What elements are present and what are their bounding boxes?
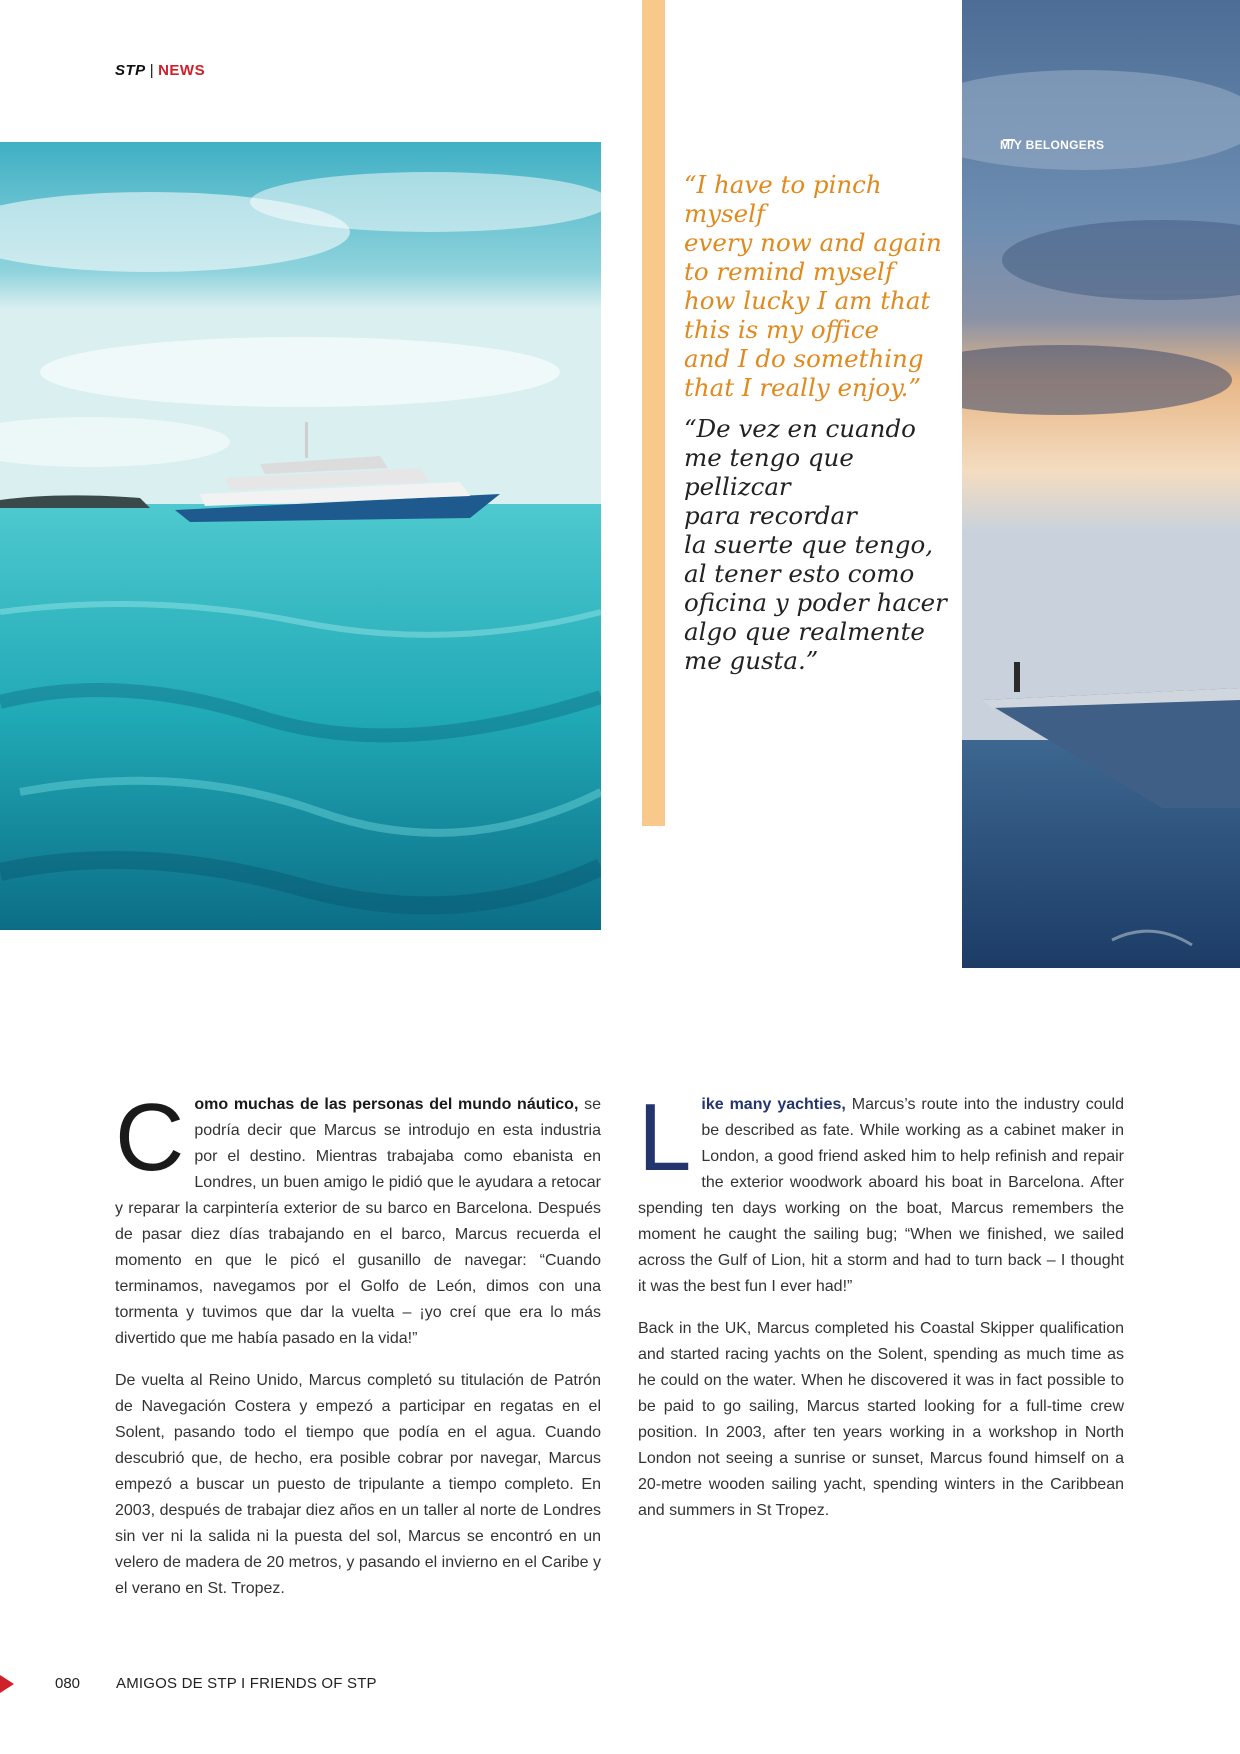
yacht-sea-illustration [0, 142, 601, 930]
section-label: NEWS [158, 62, 206, 79]
pull-quote-english: “I have to pinch myself every now and again to remind myself how lucky I am that this is my office and I do something that I really enjoy.” [684, 170, 942, 402]
page-number: 080 [55, 1675, 81, 1692]
footer-arrow-icon [0, 1675, 14, 1693]
paragraph-text: se podría decir que Marcus se introdujo en esta industria por el destino. Mientras trabajaba como ebanista en Londres, un buen amigo le pidió que le ayudara a retocar y reparar la carpintería exterior de su barco en Barcelona. Después de pasar diez días trabajando en el barco, Marcus recuerda el momento en que le picó el gusanillo de navegar: “Cuando terminamos, navegamos por el Golfo de León, dimos con una tormenta y tuvimos que dar la vuelta – ¡yo creí que era lo más divertido que me había pasado en la vida!” [115, 1096, 602, 1347]
dropcap-letter: L [638, 1084, 692, 1191]
page-header [115, 62, 205, 79]
page-footer [0, 1673, 1240, 1697]
lead-text: omo muchas de las personas del mundo náutico, [194, 1096, 579, 1113]
article-paragraph: Back in the UK, Marcus completed his Coastal Skipper qualification and started racing yachts on the Solent, spending as much time as he could on the water. When he discovered it was in fact possible to be paid to go sailing, Marcus started looking for a full-time crew position. In 2003, after ten years working in a workshop in North London not seeing a sunrise or sunset, Marcus found himself on a 20-metre wooden sailing yacht, spending winters in the Caribbean and summers in St Tropez. [638, 1320, 1124, 1519]
paragraph-text: Marcus’s route into the industry could be described as fate. While working as a cabinet maker in London, a good friend asked him to help refinish and repair the exterior woodwork aboard his boat in Barcelona. After spending ten days working on the boat, Marcus remembers the moment he caught the sailing bug; “When we finished, we sailed across the Gulf of Lion, hit a storm and had to turn back – I thought it was the best fun I ever had!” [638, 1096, 1124, 1295]
article-paragraph [115, 1084, 602, 1352]
lead-text: ike many yachties, [701, 1096, 846, 1113]
article-paragraph: De vuelta al Reino Unido, Marcus completó su titulación de Patrón de Navegación Costera y empezó a participar en regatas en el Solent, pasando todo el tiempo que podía en el agua. Cuando descubrió que, de hecho, era posible cobrar por navegar, Marcus empezó a buscar un puesto de tripulante a tiempo completo. En 2003, después de trabajar diez años en un taller al norte de Londres sin ver ni la salida ni la puesta del sol, Marcus se encontró en un velero de madera de 20 metros, y pasando el invierno en el Caribe y el verano en St. Tropez. [115, 1372, 601, 1597]
header-separator: | [149, 62, 155, 79]
article-column-spanish [115, 1084, 602, 1618]
quote-accent-bar [642, 0, 665, 826]
article-paragraph [638, 1084, 1124, 1300]
photo-caption: M/Y BELONGERS [1000, 138, 1105, 152]
dropcap-letter: C [115, 1084, 185, 1191]
magazine-title: AMIGOS DE STP I FRIENDS OF STP [116, 1675, 377, 1692]
pull-quote-spanish: “De vez en cuando me tengo que pellizcar para recordar la suerte que tengo, al tener esto como oficina y poder hacer algo que realmente me gusta.” [684, 414, 947, 675]
stp-logo: STP [115, 62, 146, 79]
yacht-photo-left [0, 142, 601, 930]
article-column-english [638, 1084, 1124, 1540]
